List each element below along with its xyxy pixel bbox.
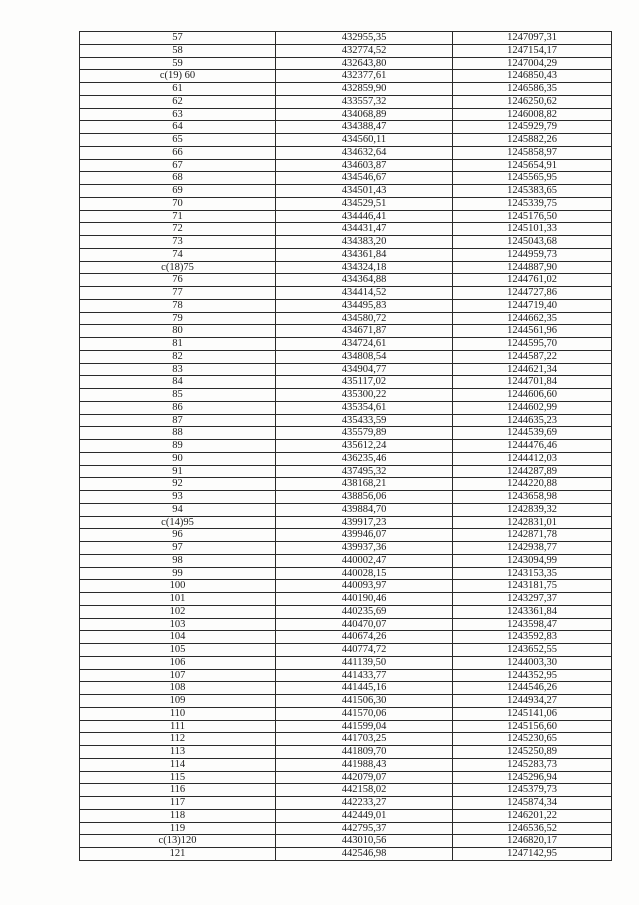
table-row xyxy=(80,261,612,274)
point-number-cell: 78 xyxy=(80,299,276,312)
table-row xyxy=(80,797,612,810)
x-coordinate-cell: 440028,15 xyxy=(276,567,453,580)
y-coordinate-cell: 1244761,02 xyxy=(453,274,612,287)
x-coordinate-cell: 440093,97 xyxy=(276,580,453,593)
y-coordinate-cell: 1244539,69 xyxy=(453,427,612,440)
x-coordinate-cell: 434560,11 xyxy=(276,134,453,147)
x-coordinate-cell: 442158,02 xyxy=(276,784,453,797)
point-number-cell: 117 xyxy=(80,797,276,810)
x-coordinate-cell: 435612,24 xyxy=(276,440,453,453)
table-row xyxy=(80,274,612,287)
coordinates-table xyxy=(79,31,612,861)
point-number-cell: 101 xyxy=(80,593,276,606)
y-coordinate-cell: 1245296,94 xyxy=(453,771,612,784)
point-number-cell: 116 xyxy=(80,784,276,797)
table-row xyxy=(80,682,612,695)
point-number-cell: 86 xyxy=(80,401,276,414)
table-row xyxy=(80,197,612,210)
y-coordinate-cell: 1245043,68 xyxy=(453,236,612,249)
table-row xyxy=(80,707,612,720)
x-coordinate-cell: 441570,06 xyxy=(276,707,453,720)
point-number-cell: 59 xyxy=(80,57,276,70)
point-number-cell: 85 xyxy=(80,389,276,402)
x-coordinate-cell: 434383,20 xyxy=(276,236,453,249)
y-coordinate-cell: 1244412,03 xyxy=(453,452,612,465)
point-number-cell: 79 xyxy=(80,312,276,325)
x-coordinate-cell: 441433,77 xyxy=(276,669,453,682)
table-row xyxy=(80,848,612,861)
table-row xyxy=(80,159,612,172)
y-coordinate-cell: 1244959,73 xyxy=(453,248,612,261)
y-coordinate-cell: 1243153,35 xyxy=(453,567,612,580)
x-coordinate-cell: 440674,26 xyxy=(276,631,453,644)
y-coordinate-cell: 1245283,73 xyxy=(453,758,612,771)
point-number-cell: 118 xyxy=(80,809,276,822)
point-number-cell: 81 xyxy=(80,338,276,351)
y-coordinate-cell: 1245230,65 xyxy=(453,733,612,746)
point-number-cell: 61 xyxy=(80,83,276,96)
x-coordinate-cell: 441809,70 xyxy=(276,746,453,759)
y-coordinate-cell: 1243592,83 xyxy=(453,631,612,644)
y-coordinate-cell: 1245141,06 xyxy=(453,707,612,720)
x-coordinate-cell: 440002,47 xyxy=(276,554,453,567)
point-number-cell: 121 xyxy=(80,848,276,861)
x-coordinate-cell: 432377,61 xyxy=(276,70,453,83)
x-coordinate-cell: 435579,89 xyxy=(276,427,453,440)
x-coordinate-cell: 434632,64 xyxy=(276,146,453,159)
point-number-cell: 82 xyxy=(80,350,276,363)
y-coordinate-cell: 1244606,60 xyxy=(453,389,612,402)
y-coordinate-cell: 1244934,27 xyxy=(453,695,612,708)
table-row xyxy=(80,376,612,389)
x-coordinate-cell: 441703,25 xyxy=(276,733,453,746)
y-coordinate-cell: 1245874,34 xyxy=(453,797,612,810)
point-number-cell: 113 xyxy=(80,746,276,759)
table-row xyxy=(80,733,612,746)
y-coordinate-cell: 1246201,22 xyxy=(453,809,612,822)
y-coordinate-cell: 1243598,47 xyxy=(453,618,612,631)
point-number-cell: 109 xyxy=(80,695,276,708)
table-row xyxy=(80,771,612,784)
table-row xyxy=(80,427,612,440)
point-number-cell: 87 xyxy=(80,414,276,427)
x-coordinate-cell: 441139,50 xyxy=(276,656,453,669)
y-coordinate-cell: 1245156,60 xyxy=(453,720,612,733)
y-coordinate-cell: 1244719,40 xyxy=(453,299,612,312)
table-row xyxy=(80,452,612,465)
table-row xyxy=(80,108,612,121)
y-coordinate-cell: 1246536,52 xyxy=(453,822,612,835)
point-number-cell: 77 xyxy=(80,287,276,300)
y-coordinate-cell: 1245882,26 xyxy=(453,134,612,147)
y-coordinate-cell: 1247142,95 xyxy=(453,848,612,861)
table-row xyxy=(80,210,612,223)
y-coordinate-cell: 1245654,91 xyxy=(453,159,612,172)
table-row xyxy=(80,350,612,363)
point-number-cell: 80 xyxy=(80,325,276,338)
x-coordinate-cell: 434546,67 xyxy=(276,172,453,185)
x-coordinate-cell: 434808,54 xyxy=(276,350,453,363)
table-row xyxy=(80,185,612,198)
point-number-cell: 70 xyxy=(80,197,276,210)
table-row xyxy=(80,542,612,555)
table-row xyxy=(80,669,612,682)
table-row xyxy=(80,605,612,618)
y-coordinate-cell: 1244003,30 xyxy=(453,656,612,669)
x-coordinate-cell: 434324,18 xyxy=(276,261,453,274)
y-coordinate-cell: 1243181,75 xyxy=(453,580,612,593)
point-number-cell: 103 xyxy=(80,618,276,631)
table-row xyxy=(80,529,612,542)
table-row xyxy=(80,312,612,325)
table-row xyxy=(80,248,612,261)
y-coordinate-cell: 1242831,01 xyxy=(453,516,612,529)
table-row xyxy=(80,554,612,567)
table-row xyxy=(80,325,612,338)
y-coordinate-cell: 1244352,95 xyxy=(453,669,612,682)
x-coordinate-cell: 441445,16 xyxy=(276,682,453,695)
x-coordinate-cell: 434431,47 xyxy=(276,223,453,236)
x-coordinate-cell: 440774,72 xyxy=(276,644,453,657)
y-coordinate-cell: 1242871,78 xyxy=(453,529,612,542)
table-row xyxy=(80,580,612,593)
x-coordinate-cell: 435300,22 xyxy=(276,389,453,402)
y-coordinate-cell: 1242839,32 xyxy=(453,503,612,516)
coordinates-table-body xyxy=(80,32,612,861)
y-coordinate-cell: 1244561,96 xyxy=(453,325,612,338)
point-number-cell: 107 xyxy=(80,669,276,682)
x-coordinate-cell: 441988,43 xyxy=(276,758,453,771)
x-coordinate-cell: 439884,70 xyxy=(276,503,453,516)
table-row xyxy=(80,236,612,249)
table-row xyxy=(80,516,612,529)
point-number-cell: 91 xyxy=(80,465,276,478)
x-coordinate-cell: 434529,51 xyxy=(276,197,453,210)
y-coordinate-cell: 1244727,86 xyxy=(453,287,612,300)
y-coordinate-cell: 1244287,89 xyxy=(453,465,612,478)
point-number-cell: 76 xyxy=(80,274,276,287)
x-coordinate-cell: 438856,06 xyxy=(276,491,453,504)
table-row xyxy=(80,593,612,606)
table-row xyxy=(80,287,612,300)
point-number-cell: 64 xyxy=(80,121,276,134)
point-number-cell: 100 xyxy=(80,580,276,593)
table-row xyxy=(80,835,612,848)
point-number-cell: 66 xyxy=(80,146,276,159)
table-row xyxy=(80,478,612,491)
point-number-cell: 97 xyxy=(80,542,276,555)
point-number-cell: 105 xyxy=(80,644,276,657)
x-coordinate-cell: 434501,43 xyxy=(276,185,453,198)
point-number-cell: c(18)75 xyxy=(80,261,276,274)
table-row xyxy=(80,134,612,147)
table-row xyxy=(80,440,612,453)
point-number-cell: 68 xyxy=(80,172,276,185)
point-number-cell: c(14)95 xyxy=(80,516,276,529)
point-number-cell: 106 xyxy=(80,656,276,669)
y-coordinate-cell: 1244595,70 xyxy=(453,338,612,351)
x-coordinate-cell: 434446,41 xyxy=(276,210,453,223)
point-number-cell: c(19) 60 xyxy=(80,70,276,83)
x-coordinate-cell: 441506,30 xyxy=(276,695,453,708)
y-coordinate-cell: 1246008,82 xyxy=(453,108,612,121)
x-coordinate-cell: 434068,89 xyxy=(276,108,453,121)
x-coordinate-cell: 442546,98 xyxy=(276,848,453,861)
y-coordinate-cell: 1244887,90 xyxy=(453,261,612,274)
table-row xyxy=(80,631,612,644)
y-coordinate-cell: 1243658,98 xyxy=(453,491,612,504)
y-coordinate-cell: 1245379,73 xyxy=(453,784,612,797)
table-row xyxy=(80,656,612,669)
x-coordinate-cell: 440190,46 xyxy=(276,593,453,606)
point-number-cell: 94 xyxy=(80,503,276,516)
table-row xyxy=(80,618,612,631)
y-coordinate-cell: 1247097,31 xyxy=(453,32,612,45)
x-coordinate-cell: 442795,37 xyxy=(276,822,453,835)
point-number-cell: 73 xyxy=(80,236,276,249)
y-coordinate-cell: 1245858,97 xyxy=(453,146,612,159)
y-coordinate-cell: 1244621,34 xyxy=(453,363,612,376)
table-row xyxy=(80,172,612,185)
x-coordinate-cell: 436235,46 xyxy=(276,452,453,465)
x-coordinate-cell: 432643,80 xyxy=(276,57,453,70)
table-row xyxy=(80,32,612,45)
point-number-cell: 62 xyxy=(80,95,276,108)
y-coordinate-cell: 1244701,84 xyxy=(453,376,612,389)
y-coordinate-cell: 1244602,99 xyxy=(453,401,612,414)
x-coordinate-cell: 434671,87 xyxy=(276,325,453,338)
point-number-cell: 63 xyxy=(80,108,276,121)
table-row xyxy=(80,299,612,312)
table-row xyxy=(80,121,612,134)
x-coordinate-cell: 437495,32 xyxy=(276,465,453,478)
y-coordinate-cell: 1244220,88 xyxy=(453,478,612,491)
table-row xyxy=(80,389,612,402)
point-number-cell: 58 xyxy=(80,44,276,57)
y-coordinate-cell: 1242938,77 xyxy=(453,542,612,555)
y-coordinate-cell: 1244662,35 xyxy=(453,312,612,325)
y-coordinate-cell: 1246820,17 xyxy=(453,835,612,848)
y-coordinate-cell: 1244546,26 xyxy=(453,682,612,695)
x-coordinate-cell: 435433,59 xyxy=(276,414,453,427)
y-coordinate-cell: 1245383,65 xyxy=(453,185,612,198)
y-coordinate-cell: 1246850,43 xyxy=(453,70,612,83)
x-coordinate-cell: 440235,69 xyxy=(276,605,453,618)
table-row xyxy=(80,363,612,376)
y-coordinate-cell: 1246586,35 xyxy=(453,83,612,96)
table-row xyxy=(80,746,612,759)
point-number-cell: 88 xyxy=(80,427,276,440)
table-row xyxy=(80,414,612,427)
point-number-cell: 110 xyxy=(80,707,276,720)
point-number-cell: 96 xyxy=(80,529,276,542)
point-number-cell: 119 xyxy=(80,822,276,835)
y-coordinate-cell: 1243361,84 xyxy=(453,605,612,618)
x-coordinate-cell: 434388,47 xyxy=(276,121,453,134)
x-coordinate-cell: 432859,90 xyxy=(276,83,453,96)
point-number-cell: 92 xyxy=(80,478,276,491)
y-coordinate-cell: 1243094,99 xyxy=(453,554,612,567)
y-coordinate-cell: 1245176,50 xyxy=(453,210,612,223)
x-coordinate-cell: 433557,32 xyxy=(276,95,453,108)
y-coordinate-cell: 1247004,29 xyxy=(453,57,612,70)
x-coordinate-cell: 434603,87 xyxy=(276,159,453,172)
x-coordinate-cell: 439937,36 xyxy=(276,542,453,555)
point-number-cell: c(13)120 xyxy=(80,835,276,848)
y-coordinate-cell: 1244476,46 xyxy=(453,440,612,453)
x-coordinate-cell: 443010,56 xyxy=(276,835,453,848)
point-number-cell: 112 xyxy=(80,733,276,746)
table-row xyxy=(80,70,612,83)
point-number-cell: 84 xyxy=(80,376,276,389)
point-number-cell: 90 xyxy=(80,452,276,465)
point-number-cell: 67 xyxy=(80,159,276,172)
point-number-cell: 69 xyxy=(80,185,276,198)
table-row xyxy=(80,644,612,657)
x-coordinate-cell: 435354,61 xyxy=(276,401,453,414)
x-coordinate-cell: 434724,61 xyxy=(276,338,453,351)
x-coordinate-cell: 442079,07 xyxy=(276,771,453,784)
x-coordinate-cell: 441599,04 xyxy=(276,720,453,733)
y-coordinate-cell: 1245339,75 xyxy=(453,197,612,210)
table-row xyxy=(80,784,612,797)
table-row xyxy=(80,822,612,835)
y-coordinate-cell: 1243297,37 xyxy=(453,593,612,606)
table-row xyxy=(80,95,612,108)
table-row xyxy=(80,465,612,478)
point-number-cell: 98 xyxy=(80,554,276,567)
x-coordinate-cell: 442233,27 xyxy=(276,797,453,810)
point-number-cell: 71 xyxy=(80,210,276,223)
x-coordinate-cell: 434904,77 xyxy=(276,363,453,376)
x-coordinate-cell: 434495,83 xyxy=(276,299,453,312)
y-coordinate-cell: 1244587,22 xyxy=(453,350,612,363)
point-number-cell: 74 xyxy=(80,248,276,261)
table-row xyxy=(80,223,612,236)
x-coordinate-cell: 434361,84 xyxy=(276,248,453,261)
x-coordinate-cell: 434580,72 xyxy=(276,312,453,325)
table-row xyxy=(80,695,612,708)
point-number-cell: 99 xyxy=(80,567,276,580)
x-coordinate-cell: 438168,21 xyxy=(276,478,453,491)
point-number-cell: 104 xyxy=(80,631,276,644)
x-coordinate-cell: 439946,07 xyxy=(276,529,453,542)
x-coordinate-cell: 434414,52 xyxy=(276,287,453,300)
table-row xyxy=(80,401,612,414)
x-coordinate-cell: 432955,35 xyxy=(276,32,453,45)
x-coordinate-cell: 432774,52 xyxy=(276,44,453,57)
table-row xyxy=(80,503,612,516)
table-row xyxy=(80,809,612,822)
point-number-cell: 89 xyxy=(80,440,276,453)
point-number-cell: 65 xyxy=(80,134,276,147)
y-coordinate-cell: 1246250,62 xyxy=(453,95,612,108)
y-coordinate-cell: 1245565,95 xyxy=(453,172,612,185)
point-number-cell: 72 xyxy=(80,223,276,236)
table-row xyxy=(80,146,612,159)
y-coordinate-cell: 1245101,33 xyxy=(453,223,612,236)
x-coordinate-cell: 435117,02 xyxy=(276,376,453,389)
y-coordinate-cell: 1247154,17 xyxy=(453,44,612,57)
y-coordinate-cell: 1243652,55 xyxy=(453,644,612,657)
y-coordinate-cell: 1244635,23 xyxy=(453,414,612,427)
x-coordinate-cell: 442449,01 xyxy=(276,809,453,822)
point-number-cell: 57 xyxy=(80,32,276,45)
x-coordinate-cell: 434364,88 xyxy=(276,274,453,287)
table-row xyxy=(80,83,612,96)
point-number-cell: 93 xyxy=(80,491,276,504)
table-row xyxy=(80,720,612,733)
table-row xyxy=(80,567,612,580)
x-coordinate-cell: 440470,07 xyxy=(276,618,453,631)
point-number-cell: 115 xyxy=(80,771,276,784)
x-coordinate-cell: 439917,23 xyxy=(276,516,453,529)
table-row xyxy=(80,57,612,70)
y-coordinate-cell: 1245929,79 xyxy=(453,121,612,134)
table-row xyxy=(80,491,612,504)
point-number-cell: 114 xyxy=(80,758,276,771)
point-number-cell: 83 xyxy=(80,363,276,376)
table-row xyxy=(80,338,612,351)
table-row xyxy=(80,44,612,57)
point-number-cell: 102 xyxy=(80,605,276,618)
point-number-cell: 108 xyxy=(80,682,276,695)
point-number-cell: 111 xyxy=(80,720,276,733)
table-row xyxy=(80,758,612,771)
y-coordinate-cell: 1245250,89 xyxy=(453,746,612,759)
